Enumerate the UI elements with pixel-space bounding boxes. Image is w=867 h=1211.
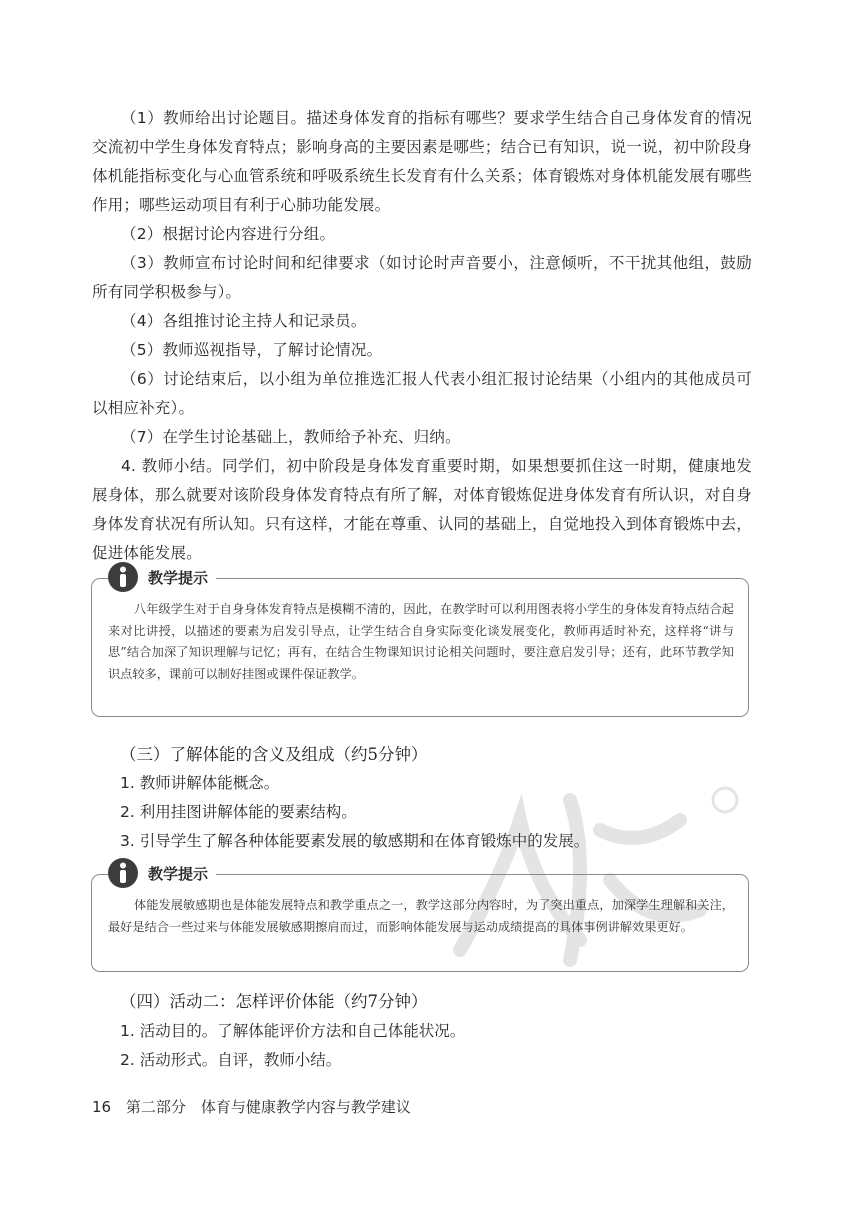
list-item: 2. 活动形式。自评，教师小结。 (120, 1051, 342, 1069)
paragraph-teacher-conclusion: 4. 教师小结。同学们，初中阶段是身体发育重要时期，如果想要抓住这一时期，健康地发展身体，那么就要对该阶段身体发育特点有所了解，对体育锻炼促进身体发育有所认识，对自身身体发育状况有所认知。只有这样，才能在尊重、认同的基础上，自觉地投入到体育锻炼中去，促进体能发展。 (92, 457, 752, 562)
paragraph-discipline: （3）教师宣布讨论时间和纪律要求（如讨论时声音要小，注意倾听，不干扰其他组，鼓励所有同学积极参与）。 (92, 254, 752, 301)
info-icon (108, 858, 138, 888)
tip-text: 体能发展敏感期也是体能发展特点和教学重点之一，教学这部分内容时，为了突出重点，加深学生理解和关注，最好是结合一些过来与体能发展敏感期擦肩而过，而影响体能发展与运动成绩提高的具体事例讲解效果更好。 (108, 898, 734, 934)
info-icon (108, 562, 138, 592)
paragraph-discussion-topic: （1）教师给出讨论题目。描述身体发育的指标有哪些？要求学生结合自己身体发育的情况交流初中学生身体发育特点；影响身高的主要因素是哪些；结合已有知识，说一说，初中阶段身体机能指标变化与心血管系统和呼吸系统生长发育有什么关系；体育锻炼对身体机能发展有哪些作用；哪些运动项目有利于心肺功能发展。 (92, 109, 752, 214)
list-item: 1. 活动目的。了解体能评价方法和自己体能状况。 (120, 1022, 466, 1040)
paragraph-summary: （7）在学生讨论基础上，教师给予补充、归纳。 (121, 428, 461, 446)
tip-header-2 (108, 858, 216, 888)
page-footer (92, 1096, 411, 1117)
list-item: 2. 利用挂图讲解体能的要素结构。 (120, 803, 357, 821)
section-heading: （四）活动二：怎样评价体能（约7分钟） (120, 992, 428, 1011)
teaching-tip-box-1 (91, 568, 749, 717)
tip-text: 八年级学生对于自身身体发育特点是模糊不清的，因此，在教学时可以利用图表将小学生的身体发育特点结合起来对比讲授，以描述的要素为启发引导点，让学生结合自身实际变化谈发展变化，教师再适时补充，这样将“讲与思”结合加深了知识理解与记忆；再有，在结合生物课知识讨论相关问题时，要注意启发引导；还有，此环节教学知识点较多，课前可以制好挂图或课件保证教学。 (108, 602, 734, 681)
teaching-tip-box-2 (91, 864, 749, 972)
running-footer-title: 第二部分 体育与健康教学内容与教学建议 (125, 1098, 411, 1116)
paragraph-report: （6）讨论结束后，以小组为单位推选汇报人代表小组汇报讨论结果（小组内的其他成员可以相应补充）。 (92, 370, 752, 417)
paragraph-grouping: （2）根据讨论内容进行分组。 (121, 225, 336, 243)
tip-title: 教学提示 (148, 568, 209, 587)
list-item: 3. 引导学生了解各种体能要素发展的敏感期和在体育锻炼中的发展。 (120, 832, 590, 850)
list-item: 1. 教师讲解体能概念。 (120, 774, 280, 792)
paragraph-host-recorder: （4）各组推讨论主持人和记录员。 (121, 312, 367, 330)
tip-header-1 (108, 562, 216, 592)
tip-title: 教学提示 (148, 864, 209, 883)
paragraph-patrol: （5）教师巡视指导，了解讨论情况。 (121, 341, 383, 359)
page-number: 16 (92, 1098, 112, 1116)
section-heading: （三）了解体能的含义及组成（约5分钟） (120, 745, 428, 764)
